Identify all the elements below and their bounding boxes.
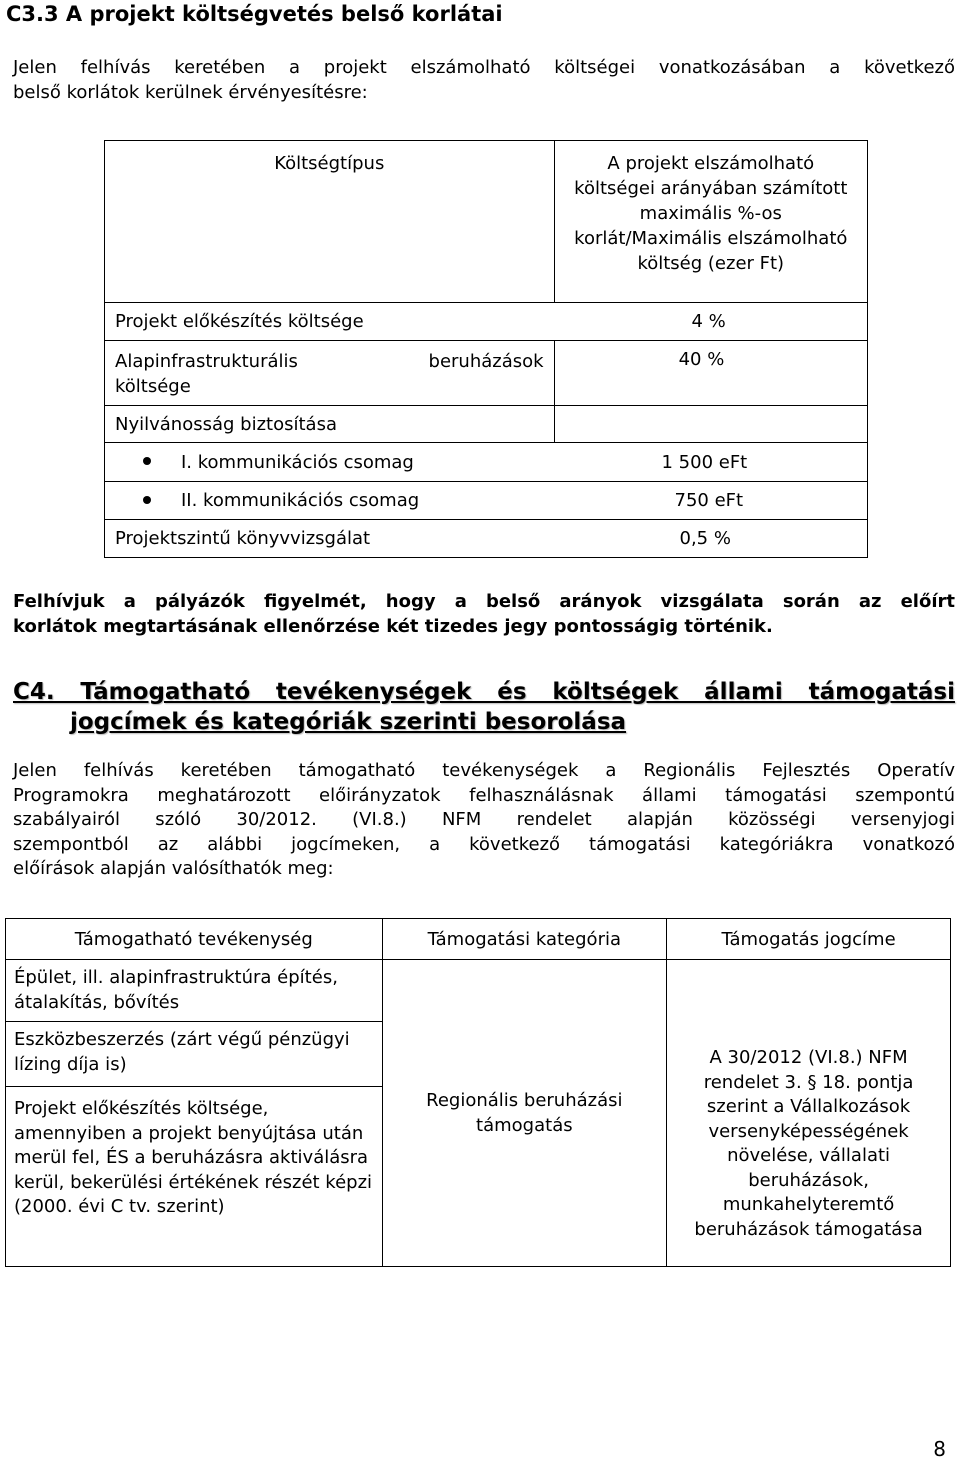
budget-limits-table: [104, 140, 868, 558]
header-limit: A projekt elszámolható költségei arányában számított maximális %-os korlát/Maximális elszámolható költség (ezer Ft): [554, 141, 867, 303]
bullet-icon: [143, 457, 151, 465]
row-comm1-value: 1 500 eFt: [661, 451, 748, 473]
table-row: [105, 443, 868, 482]
section-heading-c4: [13, 677, 955, 737]
c4-intro-line-4: szempontból az alábbi jogcímeken, a következő támogatási kategóriákra vonatkozó: [13, 833, 955, 855]
table-row: [105, 341, 868, 406]
table-row: [105, 520, 868, 558]
row-prep: [105, 303, 868, 341]
row-comm2-value: 750 eFt: [674, 490, 744, 511]
c3-intro-paragraph: [13, 56, 955, 105]
support-categories-table: [5, 918, 951, 1267]
row-infra-value: 40 %: [554, 341, 867, 406]
table-row: [105, 303, 868, 341]
table-row: [105, 482, 868, 520]
category-cell: Regionális beruházási támogatás: [382, 960, 667, 1267]
c3-intro-line-2: belső korlátok kerülnek érvényesítésre:: [13, 81, 368, 103]
table-row: [6, 960, 951, 1022]
page-number: 8: [933, 1437, 946, 1461]
c4-intro-paragraph: [13, 759, 955, 882]
c3-notice: [13, 590, 955, 639]
row-audit: [105, 520, 868, 558]
activity-cell: Épület, ill. alapinfrastruktúra építés, átalakítás, bővítés: [6, 960, 383, 1022]
c3-notice-line-1: Felhívjuk a pályázók figyelmét, hogy a belső arányok vizsgálata során az előírt: [13, 591, 955, 612]
header-cost-type: Költségtípus: [105, 141, 555, 303]
row-audit-label: Projektszintű könyvvizsgálat: [115, 528, 371, 549]
legal-basis-cell: A 30/2012 (VI.8.) NFM rendelet 3. § 18. pontja szerint a Vállalkozások versenyképességének növelése, vállalati beruházások, munkahelyteremtő beruházások támogatása: [667, 960, 951, 1267]
c3-notice-line-2: korlátok megtartásának ellenőrzése két tizedes jegy pontosságig történik.: [13, 615, 773, 637]
row-public-value: [554, 406, 867, 443]
activity-cell: Projekt előkészítés költsége, amennyiben a projekt benyújtása után merül fel, ÉS a beruházásra aktiválásra kerül, bekerülési értékének részét képzi (2000. évi C tv. szerint): [6, 1087, 383, 1267]
c4-intro-line-5: előírások alapján valósíthatók meg:: [13, 858, 334, 879]
c4-intro-line-3: szabályairól szóló 30/2012. (VI.8.) NFM rendelet alapján közösségi versenyjogi: [13, 809, 955, 830]
header-activity: Támogatható tevékenység: [6, 919, 383, 960]
row-comm1: [105, 443, 868, 482]
c4-heading-line-1: C4. Támogatható tevékenységek és költségek állami támogatási: [13, 679, 955, 705]
row-comm1-label: I. kommunikációs csomag: [181, 451, 414, 473]
row-infra-label: [105, 341, 555, 406]
row-prep-value: 4 %: [691, 311, 726, 332]
row-comm2: [105, 482, 868, 520]
bullet-icon: [143, 496, 151, 504]
row-infra-label-b: beruházások: [428, 351, 544, 372]
c4-intro-line-2: Programokra meghatározott előirányzatok felhasználásnak állami támogatási szempontú: [13, 784, 955, 806]
row-public-label: Nyilvánosság biztosítása: [105, 406, 555, 443]
section-heading-c3-3: C3.3 A projekt költségvetés belső korlátai: [6, 2, 503, 26]
table-row: [105, 406, 868, 443]
row-infra-label-a: Alapinfrastrukturális költsége: [115, 351, 298, 397]
table-header-row: [105, 141, 868, 303]
c3-intro-line-1: Jelen felhívás keretében a projekt elszámolható költségei vonatkozásában a következő: [13, 57, 955, 78]
table-header-row: [6, 919, 951, 960]
row-prep-label: Projekt előkészítés költsége: [115, 311, 364, 332]
c4-heading-line-2: jogcímek és kategóriák szerinti besorolása: [70, 709, 627, 735]
row-comm2-label: II. kommunikációs csomag: [181, 490, 420, 511]
header-legal-basis: Támogatás jogcíme: [667, 919, 951, 960]
activity-cell: Eszközbeszerzés (zárt végű pénzügyi lízing díja is): [6, 1022, 383, 1087]
header-category: Támogatási kategória: [382, 919, 667, 960]
c4-intro-line-1: Jelen felhívás keretében támogatható tevékenységek a Regionális Fejlesztés Operatív: [13, 760, 955, 781]
row-audit-value: 0,5 %: [679, 528, 731, 549]
